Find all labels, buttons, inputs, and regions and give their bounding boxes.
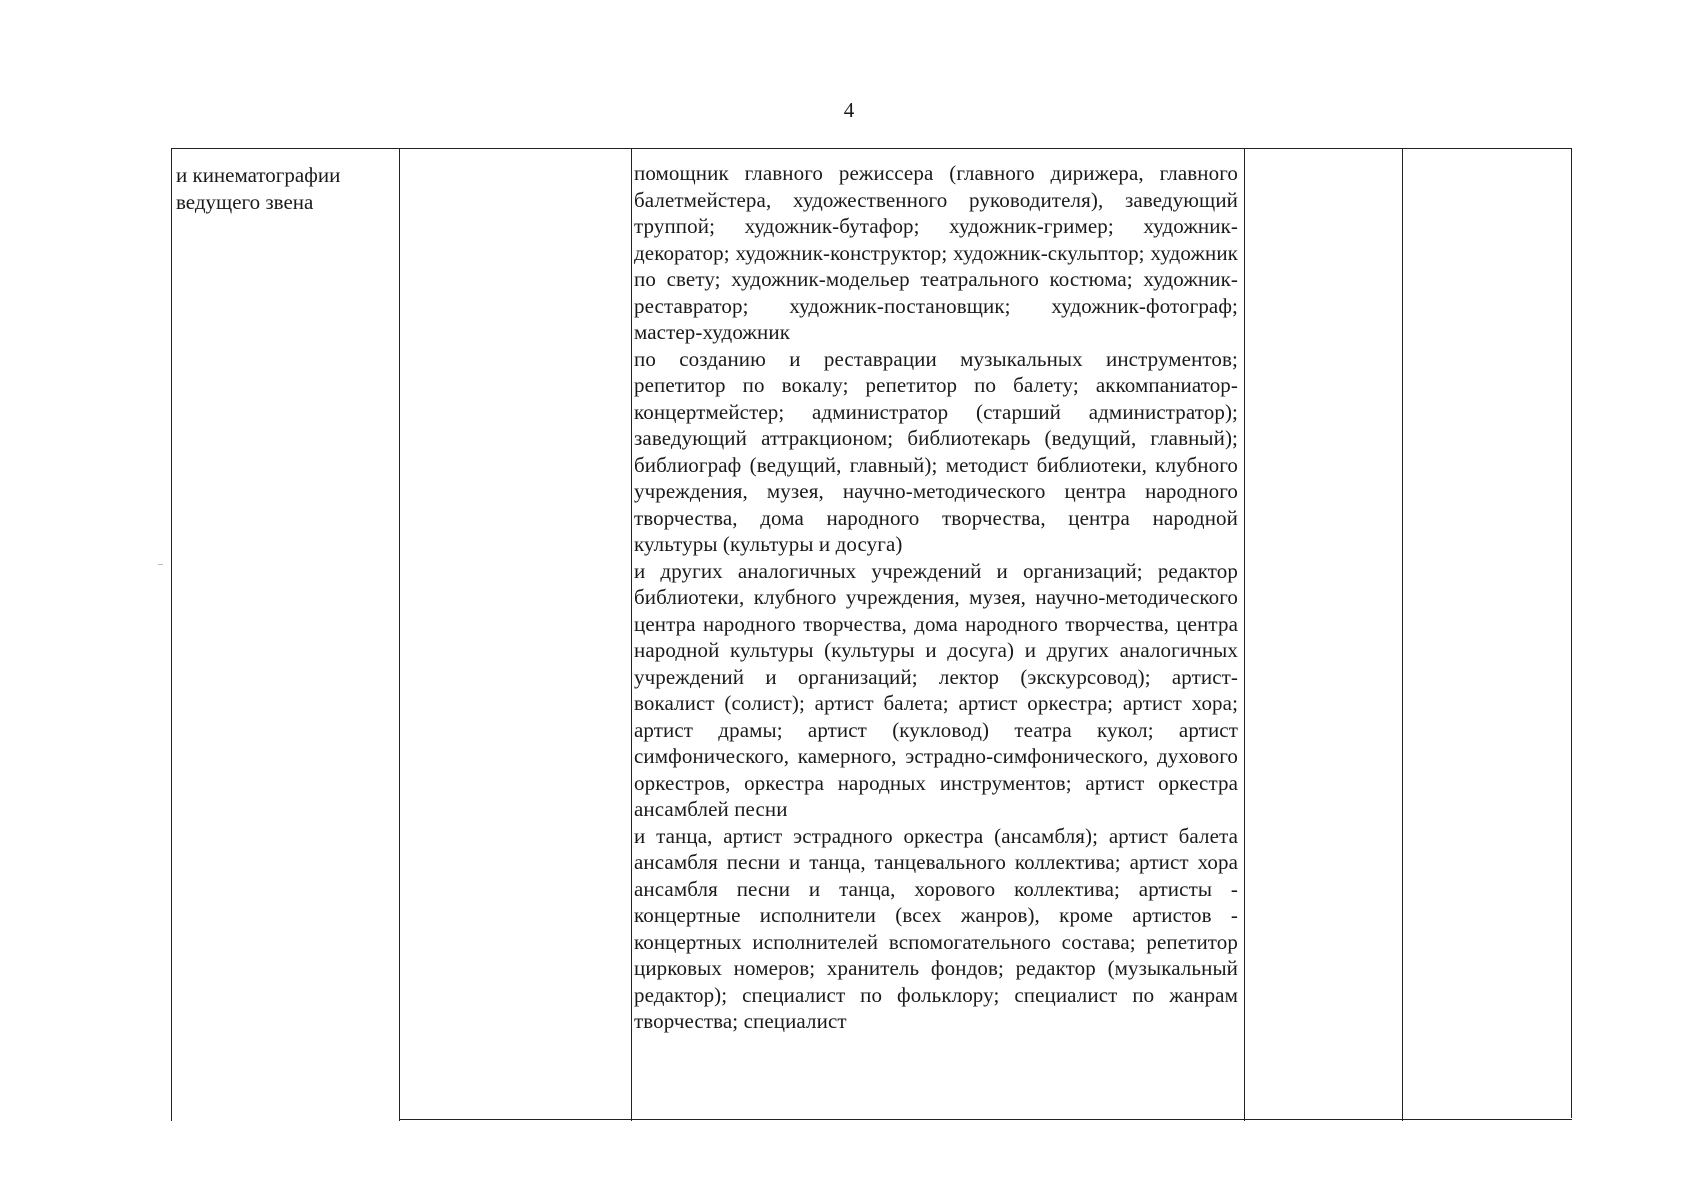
scan-mark [158, 564, 163, 565]
column-divider-2 [631, 148, 632, 1121]
category-cell [176, 162, 396, 215]
table-border-left [171, 148, 172, 1121]
positions-cell [634, 160, 1238, 1035]
table-border-bottom [399, 1119, 1572, 1120]
category-line-2: ведущего звена [176, 189, 314, 214]
table-border-right [1571, 148, 1572, 1118]
category-line-1: и кинематографии [176, 163, 341, 187]
positions-paragraph-1: помощник главного режиссера (главного дирижера, главного балетмейстера, художественного руководителя), заведующий труппой; художник-бутафор; художник-гример; художник-декоратор; художник-конструктор; художник-скульптор; художник по свету; художник-модельер театрального костюма; художник-реставратор; художник-постановщик; художник-фотограф; мастер-художник [634, 161, 1238, 344]
table-border-top [171, 148, 1572, 149]
positions-paragraph-2: по созданию и реставрации музыкальных инструментов; репетитор по вокалу; репетитор по балету; аккомпаниатор-концертмейстер; администратор (старший администратор); заведующий аттракционом; библиотекарь (ведущий, главный); библиограф (ведущий, главный); методист библиотеки, клубного учреждения, музея, научно-методического центра народного творчества, дома народного творчества, центра народной культуры (культуры и досуга) [634, 346, 1238, 556]
page-number: 4 [843, 98, 855, 122]
column-divider-3 [1244, 148, 1245, 1121]
document-table [171, 148, 1572, 1121]
column-divider-1 [399, 148, 400, 1121]
column-divider-4 [1402, 148, 1403, 1121]
positions-paragraph-4: и танца, артист эстрадного оркестра (ансамбля); артист балета ансамбля песни и танца, танцевального коллектива; артист хора ансамбля песни и танца, хорового коллектива; артисты - концертные исполнители (всех жанров), кроме артистов - концертных исполнителей вспомогательного состава; репетитор цирковых номеров; хранитель фондов; редактор (музыкальный редактор); специалист по фольклору; специалист по жанрам творчества; специалист [634, 823, 1238, 1033]
positions-paragraph-3: и других аналогичных учреждений и организаций; редактор библиотеки, клубного учреждения, музея, научно-методического центра народного творчества, дома народного творчества, центра народной культуры (культуры и досуга) и других аналогичных учреждений и организаций; лектор (экскурсовод); артист-вокалист (солист); артист балета; артист оркестра; артист хора; артист драмы; артист (кукловод) театра кукол; артист симфонического, камерного, эстрадно-симфонического, духового оркестров, оркестра народных инструментов; артист оркестра ансамблей песни [634, 558, 1238, 821]
